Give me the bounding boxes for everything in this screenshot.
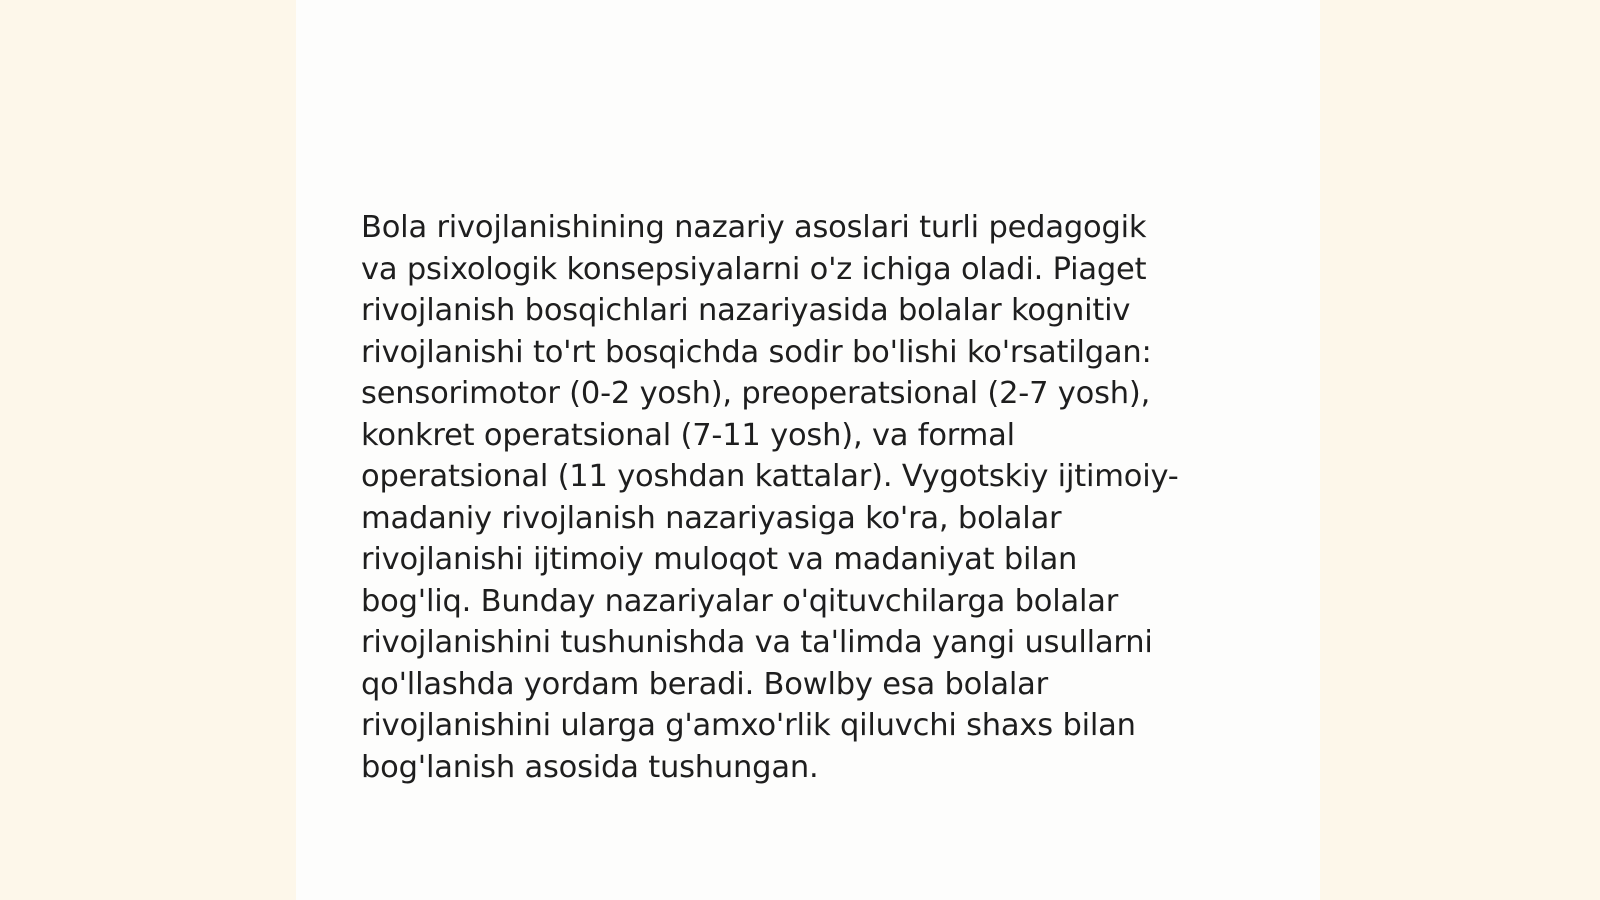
paragraph-line: rivojlanishini ularga g'amxo'rlik qiluvchi shaxs bilan <box>361 708 1136 743</box>
paragraph-line: operatsional (11 yoshdan kattalar). Vygotskiy ijtimoiy- <box>361 459 1179 494</box>
paragraph-line: konkret operatsional (7-11 yosh), va formal <box>361 417 1015 453</box>
paragraph-line: rivojlanish bosqichlari nazariyasida bolalar kognitiv <box>361 293 1131 328</box>
paragraph-line: qo'llashda yordam beradi. Bowlby esa bolalar <box>361 666 1048 702</box>
paragraph-line: rivojlanishi ijtimoiy muloqot va madaniyat bilan <box>361 542 1078 577</box>
paragraph-line: rivojlanishini tushunishda va ta'limda yangi usullarni <box>361 625 1153 660</box>
paragraph-line: sensorimotor (0-2 yosh), preoperatsional (2-7 yosh), <box>361 376 1151 411</box>
paragraph-line: bog'lanish asosida tushungan. <box>361 749 819 785</box>
paragraph-line: bog'liq. Bunday nazariyalar o'qituvchilarga bolalar <box>361 583 1119 619</box>
paragraph-line: va psixologik konsepsiyalarni o'z ichiga oladi. Piaget <box>361 251 1147 287</box>
paragraph-line: madaniy rivojlanish nazariyasiga ko'ra, bolalar <box>361 500 1062 536</box>
paragraph-line: rivojlanishi to'rt bosqichda sodir bo'lishi ko'rsatilgan: <box>361 334 1152 370</box>
paragraph-line: Bola rivojlanishining nazariy asoslari turli pedagogik <box>361 210 1147 245</box>
body-paragraph <box>361 207 1261 788</box>
document-page <box>296 0 1320 900</box>
